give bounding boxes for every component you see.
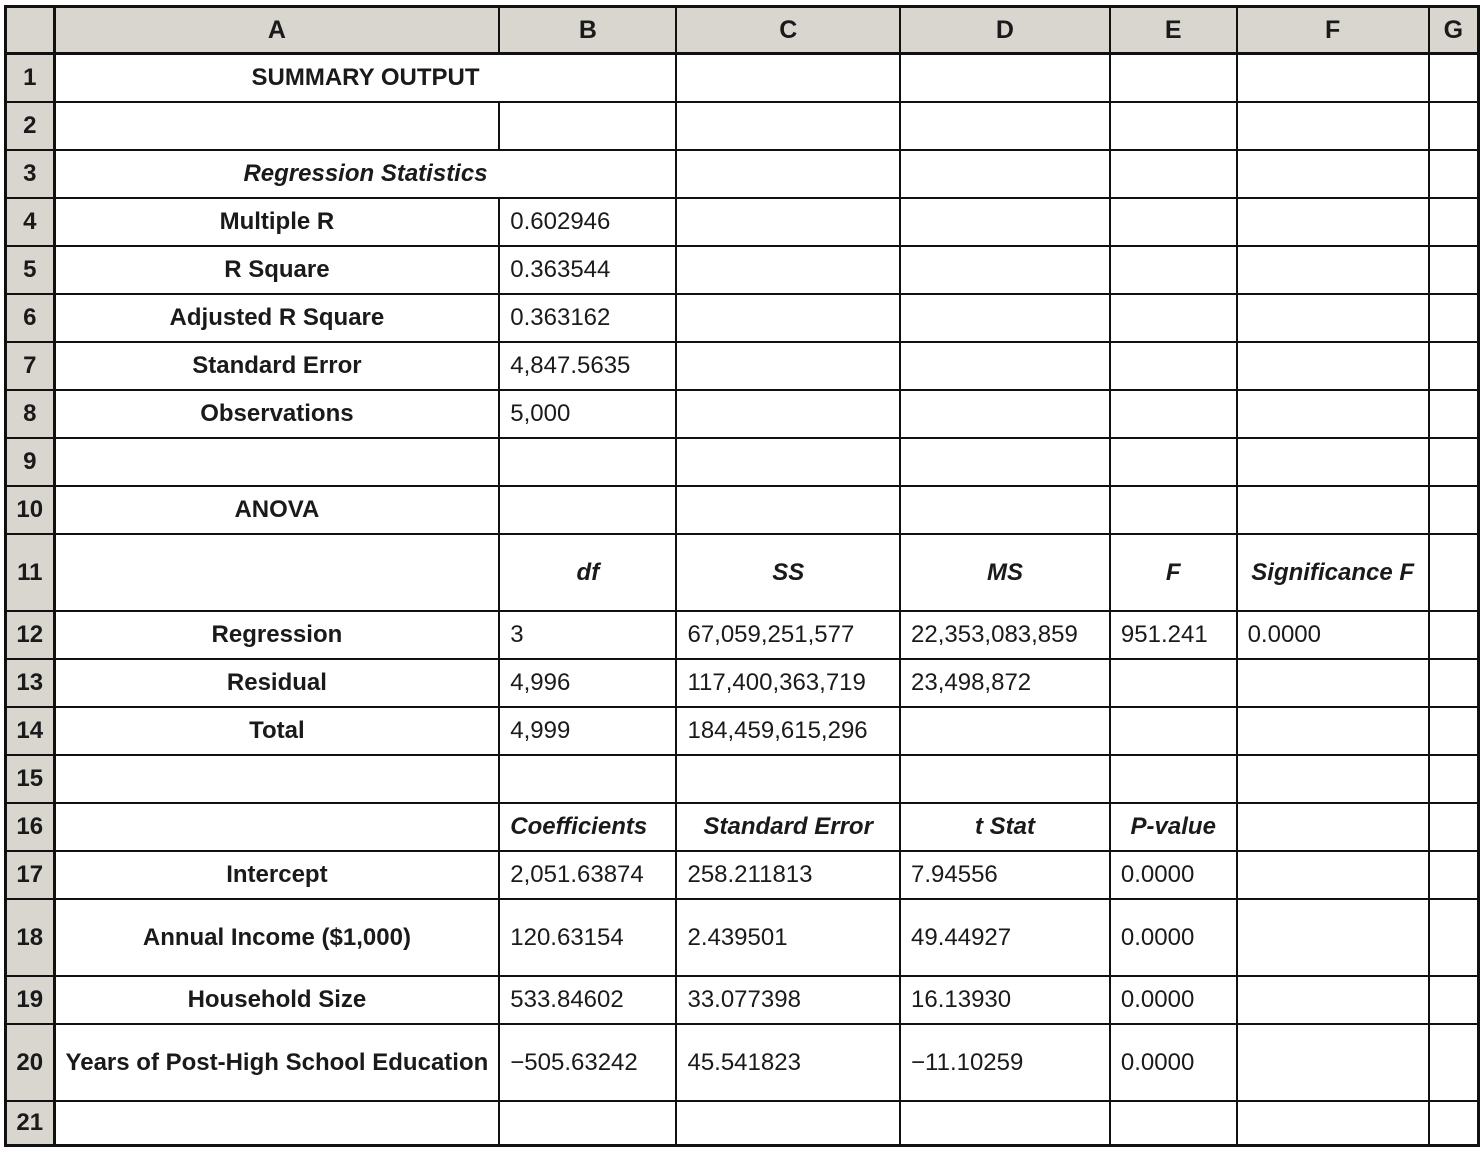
cell[interactable] <box>1429 1024 1479 1101</box>
household-size-p-value[interactable]: 0.0000 <box>1110 976 1237 1024</box>
total-df[interactable]: 4,999 <box>499 707 676 755</box>
education-years-standard-error[interactable]: 45.541823 <box>676 1024 900 1101</box>
column-header-c[interactable]: C <box>676 7 900 54</box>
cell[interactable] <box>1237 438 1429 486</box>
education-years-coefficient[interactable]: −505.63242 <box>499 1024 676 1101</box>
anova-df-header[interactable]: df <box>499 534 676 611</box>
cell[interactable] <box>1237 803 1429 851</box>
cell[interactable] <box>499 102 676 150</box>
cell[interactable] <box>499 755 676 803</box>
cell[interactable] <box>1237 102 1429 150</box>
row-header-9[interactable]: 9 <box>6 438 55 486</box>
household-size-t-stat[interactable]: 16.13930 <box>900 976 1110 1024</box>
cell[interactable] <box>1429 803 1479 851</box>
summary-output-title[interactable]: SUMMARY OUTPUT <box>54 54 676 102</box>
cell[interactable] <box>1429 611 1479 659</box>
intercept-label[interactable]: Intercept <box>54 851 499 899</box>
residual-label[interactable]: Residual <box>54 659 499 707</box>
annual-income-p-value[interactable]: 0.0000 <box>1110 899 1237 976</box>
observations-value[interactable]: 5,000 <box>499 390 676 438</box>
table-row <box>6 486 1479 534</box>
cell[interactable] <box>1110 755 1237 803</box>
row-header-21[interactable]: 21 <box>6 1101 55 1146</box>
cell[interactable] <box>1237 54 1429 102</box>
cell[interactable] <box>676 755 900 803</box>
education-years-label[interactable]: Years of Post-High School Education <box>54 1024 499 1101</box>
cell[interactable] <box>1110 707 1237 755</box>
cell[interactable] <box>1110 246 1237 294</box>
cell[interactable] <box>676 102 900 150</box>
intercept-coefficient[interactable]: 2,051.63874 <box>499 851 676 899</box>
household-size-coefficient[interactable]: 533.84602 <box>499 976 676 1024</box>
row-header-20[interactable]: 20 <box>6 1024 55 1101</box>
cell[interactable] <box>1429 102 1479 150</box>
total-label[interactable]: Total <box>54 707 499 755</box>
intercept-t-stat[interactable]: 7.94556 <box>900 851 1110 899</box>
cell[interactable] <box>1429 1101 1479 1146</box>
cell[interactable] <box>676 390 900 438</box>
column-header-g[interactable]: G <box>1429 7 1479 54</box>
multiple-r-label[interactable]: Multiple R <box>54 198 499 246</box>
cell[interactable] <box>1429 198 1479 246</box>
cell[interactable] <box>1110 390 1237 438</box>
cell[interactable] <box>1429 534 1479 611</box>
intercept-p-value[interactable]: 0.0000 <box>1110 851 1237 899</box>
regression-label[interactable]: Regression <box>54 611 499 659</box>
cell[interactable] <box>1237 1101 1429 1146</box>
table-row <box>6 1024 1479 1101</box>
cell[interactable] <box>900 150 1110 198</box>
cell[interactable] <box>1237 707 1429 755</box>
residual-ss[interactable]: 117,400,363,719 <box>676 659 900 707</box>
standard-error-value[interactable]: 4,847.5635 <box>499 342 676 390</box>
r-square-value[interactable]: 0.363544 <box>499 246 676 294</box>
row-header-17[interactable]: 17 <box>6 851 55 899</box>
cell[interactable] <box>676 342 900 390</box>
cell[interactable] <box>1110 1101 1237 1146</box>
column-header-a[interactable]: A <box>54 7 499 54</box>
row-header-10[interactable]: 10 <box>6 486 55 534</box>
coefficients-header[interactable]: Coefficients <box>499 803 676 851</box>
cell[interactable] <box>1110 486 1237 534</box>
cell[interactable] <box>900 486 1110 534</box>
adjusted-r-square-value[interactable]: 0.363162 <box>499 294 676 342</box>
cell[interactable] <box>1429 899 1479 976</box>
cell[interactable] <box>676 1101 900 1146</box>
anova-ms-header[interactable]: MS <box>900 534 1110 611</box>
cell[interactable] <box>676 294 900 342</box>
cell[interactable] <box>499 486 676 534</box>
row-header-16[interactable]: 16 <box>6 803 55 851</box>
table-row <box>6 198 1479 246</box>
table-row <box>6 294 1479 342</box>
cell[interactable] <box>676 438 900 486</box>
cell[interactable] <box>1110 198 1237 246</box>
cell[interactable] <box>900 54 1110 102</box>
table-row <box>6 899 1479 976</box>
cell[interactable] <box>900 438 1110 486</box>
cell[interactable] <box>1429 246 1479 294</box>
regression-statistics-heading[interactable]: Regression Statistics <box>54 150 676 198</box>
cell[interactable] <box>1429 976 1479 1024</box>
cell[interactable] <box>1429 390 1479 438</box>
cell[interactable] <box>1237 755 1429 803</box>
spreadsheet-grid <box>4 5 1480 1147</box>
column-header-d[interactable]: D <box>900 7 1110 54</box>
cell[interactable] <box>1429 755 1479 803</box>
p-value-header[interactable]: P-value <box>1110 803 1237 851</box>
table-row <box>6 803 1479 851</box>
cell[interactable] <box>54 803 499 851</box>
cell[interactable] <box>900 390 1110 438</box>
table-row <box>6 611 1479 659</box>
column-header-b[interactable]: B <box>499 7 676 54</box>
regression-df[interactable]: 3 <box>499 611 676 659</box>
cell[interactable] <box>499 438 676 486</box>
cell[interactable] <box>54 534 499 611</box>
coef-standard-error-header[interactable]: Standard Error <box>676 803 900 851</box>
cell[interactable] <box>1429 438 1479 486</box>
anova-heading[interactable]: ANOVA <box>54 486 499 534</box>
annual-income-standard-error[interactable]: 2.439501 <box>676 899 900 976</box>
anova-ss-header[interactable]: SS <box>676 534 900 611</box>
column-header-f[interactable]: F <box>1237 7 1429 54</box>
anova-significance-f-header[interactable]: Significance F <box>1237 534 1429 611</box>
cell[interactable] <box>1429 150 1479 198</box>
cell[interactable] <box>1237 976 1429 1024</box>
row-header-6[interactable]: 6 <box>6 294 55 342</box>
cell[interactable] <box>1429 851 1479 899</box>
anova-f-header[interactable]: F <box>1110 534 1237 611</box>
education-years-p-value[interactable]: 0.0000 <box>1110 1024 1237 1101</box>
cell[interactable] <box>1429 659 1479 707</box>
cell[interactable] <box>54 1101 499 1146</box>
cell[interactable] <box>900 294 1110 342</box>
table-row <box>6 390 1479 438</box>
cell[interactable] <box>1237 246 1429 294</box>
table-row <box>6 246 1479 294</box>
education-years-t-stat[interactable]: −11.10259 <box>900 1024 1110 1101</box>
cell[interactable] <box>900 246 1110 294</box>
cell[interactable] <box>1237 150 1429 198</box>
table-row <box>6 102 1479 150</box>
column-header-row <box>6 7 1479 54</box>
cell[interactable] <box>1237 198 1429 246</box>
cell[interactable] <box>1237 1024 1429 1101</box>
row-header-19[interactable]: 19 <box>6 976 55 1024</box>
row-header-15[interactable]: 15 <box>6 755 55 803</box>
row-header-18[interactable]: 18 <box>6 899 55 976</box>
table-row <box>6 1101 1479 1146</box>
row-header-14[interactable]: 14 <box>6 707 55 755</box>
cell[interactable] <box>900 342 1110 390</box>
table-row <box>6 534 1479 611</box>
cell[interactable] <box>54 102 499 150</box>
column-header-e[interactable]: E <box>1110 7 1237 54</box>
cell[interactable] <box>1110 54 1237 102</box>
cell[interactable] <box>54 755 499 803</box>
table-row <box>6 438 1479 486</box>
total-ss[interactable]: 184,459,615,296 <box>676 707 900 755</box>
cell[interactable] <box>1237 899 1429 976</box>
cell[interactable] <box>54 438 499 486</box>
cell[interactable] <box>676 198 900 246</box>
row-header-13[interactable]: 13 <box>6 659 55 707</box>
cell[interactable] <box>1237 659 1429 707</box>
cell[interactable] <box>900 707 1110 755</box>
cell[interactable] <box>900 102 1110 150</box>
intercept-standard-error[interactable]: 258.211813 <box>676 851 900 899</box>
observations-label[interactable]: Observations <box>54 390 499 438</box>
multiple-r-value[interactable]: 0.602946 <box>499 198 676 246</box>
row-header-4[interactable]: 4 <box>6 198 55 246</box>
table-row <box>6 976 1479 1024</box>
cell[interactable] <box>1110 294 1237 342</box>
cell[interactable] <box>900 755 1110 803</box>
table-row <box>6 851 1479 899</box>
cell[interactable] <box>1110 150 1237 198</box>
cell[interactable] <box>1110 342 1237 390</box>
row-header-8[interactable]: 8 <box>6 390 55 438</box>
row-header-11[interactable]: 11 <box>6 534 55 611</box>
regression-ss[interactable]: 67,059,251,577 <box>676 611 900 659</box>
regression-f[interactable]: 951.241 <box>1110 611 1237 659</box>
row-header-1[interactable]: 1 <box>6 54 55 102</box>
cell[interactable] <box>499 1101 676 1146</box>
household-size-standard-error[interactable]: 33.077398 <box>676 976 900 1024</box>
cell[interactable] <box>1110 102 1237 150</box>
cell[interactable] <box>676 486 900 534</box>
row-header-3[interactable]: 3 <box>6 150 55 198</box>
cell[interactable] <box>900 198 1110 246</box>
adjusted-r-square-label[interactable]: Adjusted R Square <box>54 294 499 342</box>
r-square-label[interactable]: R Square <box>54 246 499 294</box>
cell[interactable] <box>1110 659 1237 707</box>
regression-significance-f[interactable]: 0.0000 <box>1237 611 1429 659</box>
select-all-corner[interactable] <box>6 7 55 54</box>
cell[interactable] <box>1237 294 1429 342</box>
cell[interactable] <box>1237 851 1429 899</box>
table-row <box>6 150 1479 198</box>
table-row <box>6 54 1479 102</box>
annual-income-label[interactable]: Annual Income ($1,000) <box>54 899 499 976</box>
annual-income-t-stat[interactable]: 49.44927 <box>900 899 1110 976</box>
row-header-2[interactable]: 2 <box>6 102 55 150</box>
regression-ms[interactable]: 22,353,083,859 <box>900 611 1110 659</box>
cell[interactable] <box>1237 390 1429 438</box>
cell[interactable] <box>1237 342 1429 390</box>
cell[interactable] <box>1237 486 1429 534</box>
cell[interactable] <box>1429 54 1479 102</box>
cell[interactable] <box>1110 438 1237 486</box>
household-size-label[interactable]: Household Size <box>54 976 499 1024</box>
cell[interactable] <box>1429 342 1479 390</box>
cell[interactable] <box>676 246 900 294</box>
t-stat-header[interactable]: t Stat <box>900 803 1110 851</box>
residual-df[interactable]: 4,996 <box>499 659 676 707</box>
residual-ms[interactable]: 23,498,872 <box>900 659 1110 707</box>
cell[interactable] <box>676 150 900 198</box>
row-header-7[interactable]: 7 <box>6 342 55 390</box>
row-header-5[interactable]: 5 <box>6 246 55 294</box>
table-row <box>6 342 1479 390</box>
cell[interactable] <box>1429 486 1479 534</box>
cell[interactable] <box>676 54 900 102</box>
table-row <box>6 659 1479 707</box>
standard-error-label[interactable]: Standard Error <box>54 342 499 390</box>
cell[interactable] <box>1429 707 1479 755</box>
cell[interactable] <box>1429 294 1479 342</box>
row-header-12[interactable]: 12 <box>6 611 55 659</box>
cell[interactable] <box>900 1101 1110 1146</box>
annual-income-coefficient[interactable]: 120.63154 <box>499 899 676 976</box>
table-row <box>6 707 1479 755</box>
table-row <box>6 755 1479 803</box>
